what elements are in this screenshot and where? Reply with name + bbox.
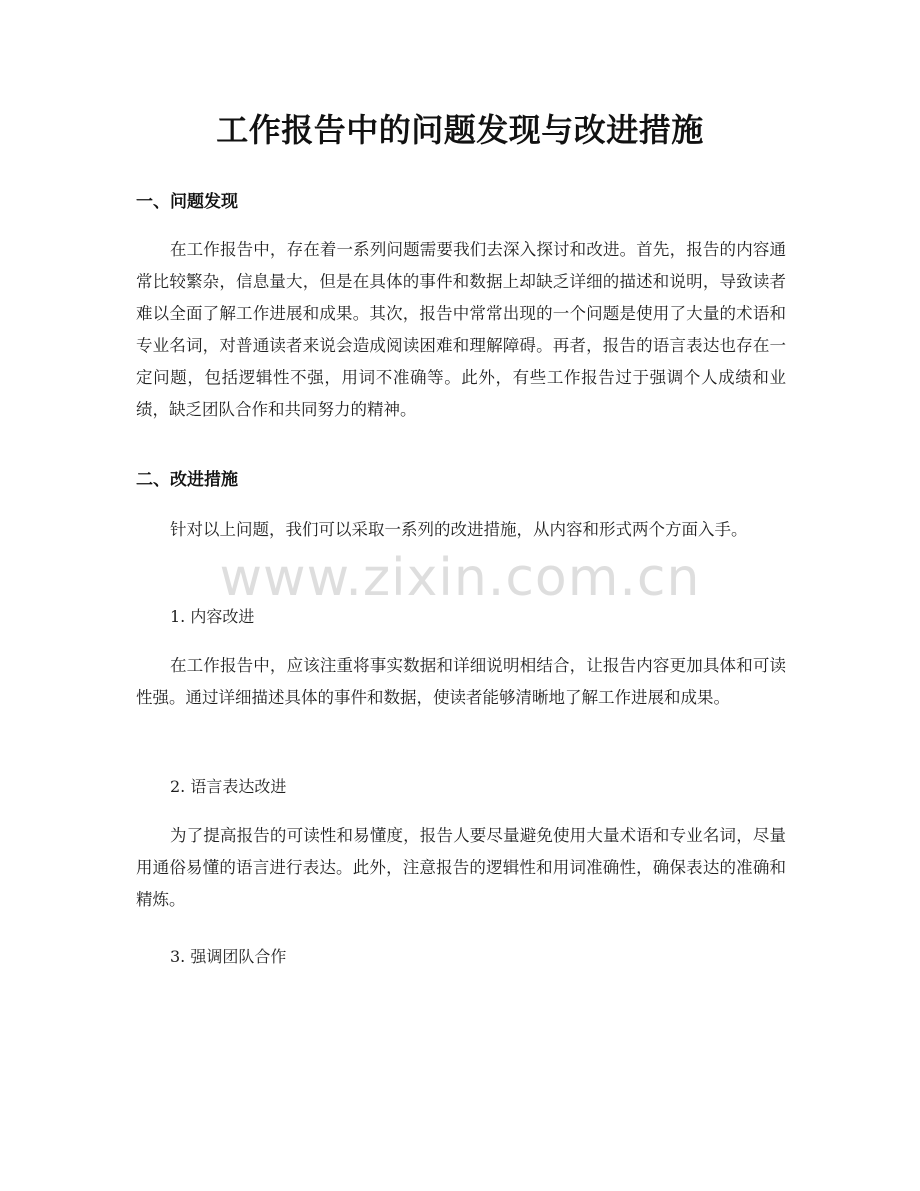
paragraph-improvements-intro: 针对以上问题，我们可以采取一系列的改进措施，从内容和形式两个方面入手。: [170, 520, 748, 539]
paragraph-problems: 在工作报告中，存在着一系列问题需要我们去深入探讨和改进。首先，报告的内容通常比较繁杂，信息量大，但是在具体的事件和数据上却缺乏详细的描述和说明，导致读者难以全面了解工作进展和成果。其次，报告中常常出现的一个问题是使用了大量的术语和专业名词，对普通读者来说会造成阅读困难和理解障碍。再者，报告的语言表达也存在一定问题，包括逻辑性不强，用词不准确等。此外，有些工作报告过于强调个人成绩和业绩，缺乏团队合作和共同努力的精神。: [136, 240, 786, 419]
paragraph-content-improvement: 在工作报告中，应该注重将事实数据和详细说明相结合，让报告内容更加具体和可读性强。通过详细描述具体的事件和数据，使读者能够清晰地了解工作进展和成果。: [136, 656, 786, 707]
subheading-language-improvement: 2. 语言表达改进: [170, 777, 287, 796]
section-heading-improvements: 二、改进措施: [136, 470, 238, 490]
subheading-content-improvement: 1. 内容改进: [170, 607, 255, 626]
subheading-teamwork: 3. 强调团队合作: [170, 947, 287, 966]
page-title: 工作报告中的问题发现与改进措施: [216, 111, 704, 149]
section-heading-problems: 一、问题发现: [136, 192, 238, 212]
watermark: www.zixin.com.cn: [219, 548, 701, 608]
paragraph-language-improvement: 为了提高报告的可读性和易懂度，报告人要尽量避免使用大量术语和专业名词，尽量用通俗易懂的语言进行表达。此外，注意报告的逻辑性和用词准确性，确保表达的准确和精炼。: [136, 826, 786, 909]
